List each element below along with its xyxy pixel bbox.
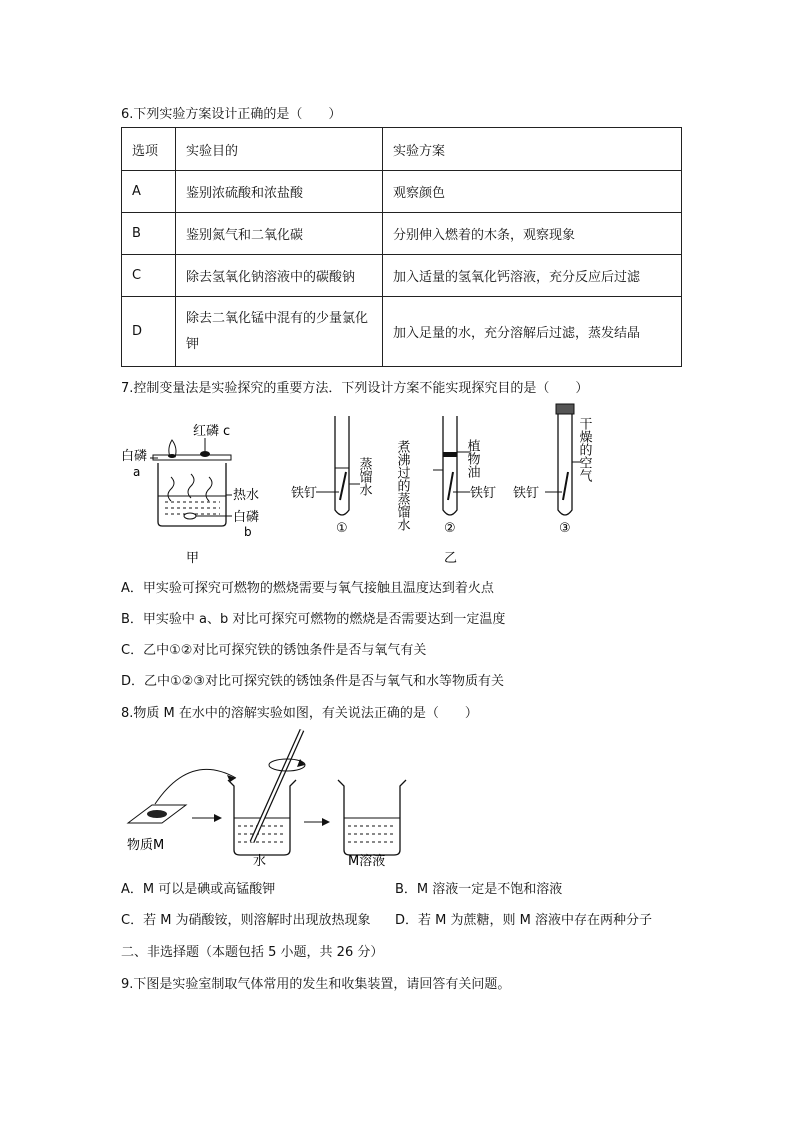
- table-cell: A: [122, 171, 176, 213]
- table-row: [122, 297, 682, 367]
- caption-yi: 乙: [444, 551, 458, 566]
- white-phosphorus-label-bottom: 白磷: [233, 510, 260, 525]
- table-row: [122, 213, 682, 255]
- beaker-solution: [338, 780, 406, 855]
- caption-jia: 甲: [186, 551, 200, 566]
- iron-nail: [563, 472, 568, 500]
- label-a: a: [133, 465, 141, 479]
- boiled-water-label: 煮沸过的蒸馏水: [394, 440, 410, 531]
- tube-number-2: ②: [444, 521, 456, 536]
- label-b: b: [244, 525, 252, 539]
- label-c: c: [223, 424, 231, 439]
- table-header: 实验目的: [176, 128, 383, 171]
- solution-label: M溶液: [348, 854, 386, 869]
- steam-lines: [168, 474, 212, 501]
- iron-nail: [448, 472, 453, 500]
- q8-option-a: A．M 可以是碘或高锰酸钾: [121, 882, 276, 897]
- dry-air-label: 干燥的空气: [576, 417, 592, 482]
- table-cell: C: [122, 255, 176, 297]
- table-header: 选项: [122, 128, 176, 171]
- table-cell: 除去二氧化锰中混有的少量氯化钾: [176, 297, 383, 367]
- test-tube-1: [316, 416, 360, 515]
- oil-layer: [443, 452, 457, 457]
- q7-stem: 7.控制变量法是实验探究的重要方法．下列设计方案不能实现探究目的是（ ）: [121, 381, 589, 396]
- q9-stem: 9.下图是实验室制取气体常用的发生和收集装置，请回答有关问题。: [121, 977, 511, 992]
- table-cell: 鉴别浓硫酸和浓盐酸: [176, 171, 383, 213]
- table-cell: 加入足量的水，充分溶解后过滤，蒸发结晶: [383, 297, 682, 367]
- stopper: [556, 404, 574, 414]
- table-cell: 观察颜色: [383, 171, 682, 213]
- q8-figure: [0, 722, 794, 872]
- white-phosphorus-b: [184, 513, 196, 519]
- table-cell: 加入适量的氢氧化钙溶液，充分反应后过滤: [383, 255, 682, 297]
- nail-label-2: 铁钉: [470, 486, 497, 501]
- tube-number-1: ①: [336, 521, 348, 536]
- q8-option-c: C．若 M 为硝酸铵，则溶解时出现放热现象: [121, 913, 371, 928]
- table-row: [122, 128, 682, 171]
- copper-plate: [153, 455, 231, 460]
- q8-option-b: B．M 溶液一定是不饱和溶液: [395, 882, 563, 897]
- beaker-water: [228, 730, 305, 855]
- white-phosphorus-a: [168, 454, 176, 458]
- red-phosphorus-c: [200, 451, 210, 457]
- table-cell: 鉴别氮气和二氧化碳: [176, 213, 383, 255]
- q7-figure: [0, 400, 794, 575]
- table-cell: 除去氢氧化钠溶液中的碳酸钠: [176, 255, 383, 297]
- table-row: [122, 255, 682, 297]
- q7-option-c: C．乙中①②对比可探究铁的锈蚀条件是否与氧气有关: [121, 643, 427, 658]
- table-cell: D: [122, 297, 176, 367]
- q6-table: [121, 127, 682, 367]
- table-cell: 分别伸入燃着的木条，观察现象: [383, 213, 682, 255]
- distilled-water-label: 蒸馏水: [356, 457, 372, 496]
- arrow-icon: [214, 814, 222, 822]
- arrow-icon: [322, 818, 330, 826]
- vegetable-oil-label: 植物油: [464, 439, 480, 478]
- transfer-arrow: [155, 769, 236, 804]
- nail-label-3: 铁钉: [513, 486, 540, 501]
- red-phosphorus-label: 红磷: [193, 424, 220, 439]
- table-row: [122, 171, 682, 213]
- q6-stem: 6.下列实验方案设计正确的是（ ）: [121, 107, 342, 122]
- iron-nail: [340, 472, 346, 500]
- water-label: 水: [253, 854, 267, 869]
- hot-water-label: 热水: [233, 488, 260, 503]
- table-cell: B: [122, 213, 176, 255]
- nail-label-1: 铁钉: [291, 486, 318, 501]
- q8-stem: 8.物质 M 在水中的溶解实验如图，有关说法正确的是（ ）: [121, 706, 478, 721]
- substance-label: 物质M: [127, 838, 165, 853]
- tube-number-3: ③: [559, 521, 571, 536]
- q7-option-d: D．乙中①②③对比可探究铁的锈蚀条件是否与氧气和水等物质有关: [121, 674, 504, 689]
- section-heading: 二、非选择题（本题包括 5 小题，共 26 分）: [121, 945, 384, 960]
- white-phosphorus-label-top: 白磷: [121, 449, 148, 464]
- substance-m-pile: [147, 810, 167, 818]
- q7-option-b: B．甲实验中 a、b 对比可探究可燃物的燃烧是否需要达到一定温度: [121, 612, 506, 627]
- q7-option-a: A．甲实验可探究可燃物的燃烧需要与氧气接触且温度达到着火点: [121, 581, 494, 596]
- q8-option-d: D．若 M 为蔗糖，则 M 溶液中存在两种分子: [395, 913, 652, 928]
- table-header: 实验方案: [383, 128, 682, 171]
- combustion-apparatus: [150, 438, 232, 526]
